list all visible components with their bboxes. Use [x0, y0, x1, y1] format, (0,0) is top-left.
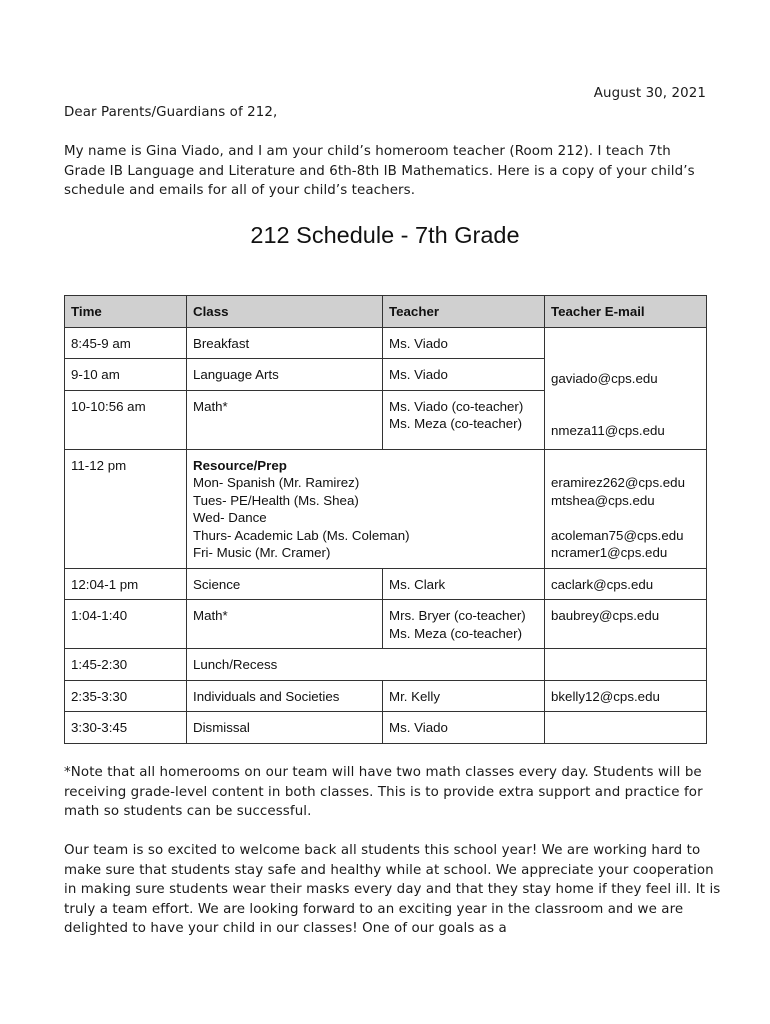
- header-teacher: Teacher: [383, 296, 545, 328]
- email-link[interactable]: baubrey@cps.edu: [545, 600, 707, 649]
- email-link[interactable]: ncramer1@cps.edu: [551, 545, 668, 560]
- table-row: [65, 449, 707, 568]
- resource-line: Wed- Dance: [193, 510, 267, 525]
- table-row: [65, 649, 707, 681]
- header-email: Teacher E-mail: [545, 296, 707, 328]
- intro-paragraph: My name is Gina Viado, and I am your child’s homeroom teacher (Room 212). I teach 7th Grade IB Language and Literature and 6th-8th IB Mathematics. Here is a copy of your child’s schedule and emails for all of your child’s teachers.: [64, 144, 695, 198]
- schedule-title: 212 Schedule - 7th Grade: [250, 222, 520, 248]
- table-row: [65, 327, 707, 359]
- class-cell: Lunch/Recess: [187, 649, 545, 681]
- class-cell-resource: [187, 449, 545, 568]
- time-cell: 8:45-9 am: [65, 327, 187, 359]
- teacher-cell: Ms. Clark: [383, 568, 545, 600]
- email-cell-empty: [545, 649, 707, 681]
- email-cell-empty: [545, 712, 707, 744]
- table-header-row: [65, 296, 707, 328]
- teacher-cell: Mr. Kelly: [383, 680, 545, 712]
- teacher-cell: Ms. Viado: [383, 712, 545, 744]
- class-cell: Dismissal: [187, 712, 383, 744]
- class-cell: Science: [187, 568, 383, 600]
- table-row: [65, 568, 707, 600]
- time-cell: 11-12 pm: [65, 449, 187, 568]
- teacher-cell: Ms. Viado: [383, 359, 545, 391]
- resource-line: Fri- Music (Mr. Cramer): [193, 545, 331, 560]
- teacher-line: Mrs. Bryer (co-teacher): [389, 608, 526, 623]
- resource-line: Mon- Spanish (Mr. Ramirez): [193, 475, 360, 490]
- closing-paragraph: Our team is so excited to welcome back all students this school year! We are working hard to make sure that students stay safe and healthy while at school. We appreciate your cooperation in making sure students wear their masks every day and that they stay home if they feel ill. It is truly a team effort. We are looking forward to an exciting year in the classroom and we are delighted to have your child in our classes! One of our goals as a: [64, 843, 721, 936]
- table-row: [65, 680, 707, 712]
- math-note-paragraph: *Note that all homerooms on our team will have two math classes every day. Students will be receiving grade-level content in both classes. This is to provide extra support and practice for math so students can be successful.: [64, 765, 703, 819]
- table-row: [65, 600, 707, 649]
- teacher-cell: [383, 600, 545, 649]
- teacher-cell: Ms. Viado: [383, 327, 545, 359]
- header-time: Time: [65, 296, 187, 328]
- teacher-cell: [383, 390, 545, 449]
- table-row: [65, 712, 707, 744]
- email-link[interactable]: gaviado@cps.edu: [551, 370, 658, 386]
- class-cell: Language Arts: [187, 359, 383, 391]
- email-link[interactable]: caclark@cps.edu: [545, 568, 707, 600]
- letter-greeting: Dear Parents/Guardians of 212,: [64, 105, 278, 120]
- time-cell: 3:30-3:45: [65, 712, 187, 744]
- email-cell-merged: [545, 327, 707, 449]
- teacher-line: Ms. Viado (co-teacher): [389, 398, 524, 414]
- time-cell: 1:45-2:30: [65, 649, 187, 681]
- email-cell: [545, 449, 707, 568]
- teacher-line: Ms. Meza (co-teacher): [389, 625, 523, 641]
- resource-prep-title: Resource/Prep: [193, 457, 287, 473]
- email-link[interactable]: eramirez262@cps.edu: [551, 475, 685, 490]
- time-cell: 9-10 am: [65, 359, 187, 391]
- time-cell: 2:35-3:30: [65, 680, 187, 712]
- time-cell: 10-10:56 am: [65, 390, 187, 449]
- class-cell: Math*: [187, 600, 383, 649]
- class-cell: Breakfast: [187, 327, 383, 359]
- email-link[interactable]: nmeza11@cps.edu: [551, 423, 665, 438]
- header-class: Class: [187, 296, 383, 328]
- letter-date: August 30, 2021: [593, 86, 706, 101]
- email-link[interactable]: acoleman75@cps.edu: [551, 527, 684, 543]
- email-link[interactable]: bkelly12@cps.edu: [545, 680, 707, 712]
- email-link[interactable]: mtshea@cps.edu: [551, 492, 655, 508]
- resource-line: Thurs- Academic Lab (Ms. Coleman): [193, 527, 410, 543]
- time-cell: 1:04-1:40: [65, 600, 187, 649]
- class-cell: Math*: [187, 390, 383, 449]
- schedule-table: [64, 295, 707, 744]
- time-cell: 12:04-1 pm: [65, 568, 187, 600]
- teacher-line: Ms. Meza (co-teacher): [389, 416, 523, 431]
- class-cell: Individuals and Societies: [187, 680, 383, 712]
- resource-line: Tues- PE/Health (Ms. Shea): [193, 492, 359, 508]
